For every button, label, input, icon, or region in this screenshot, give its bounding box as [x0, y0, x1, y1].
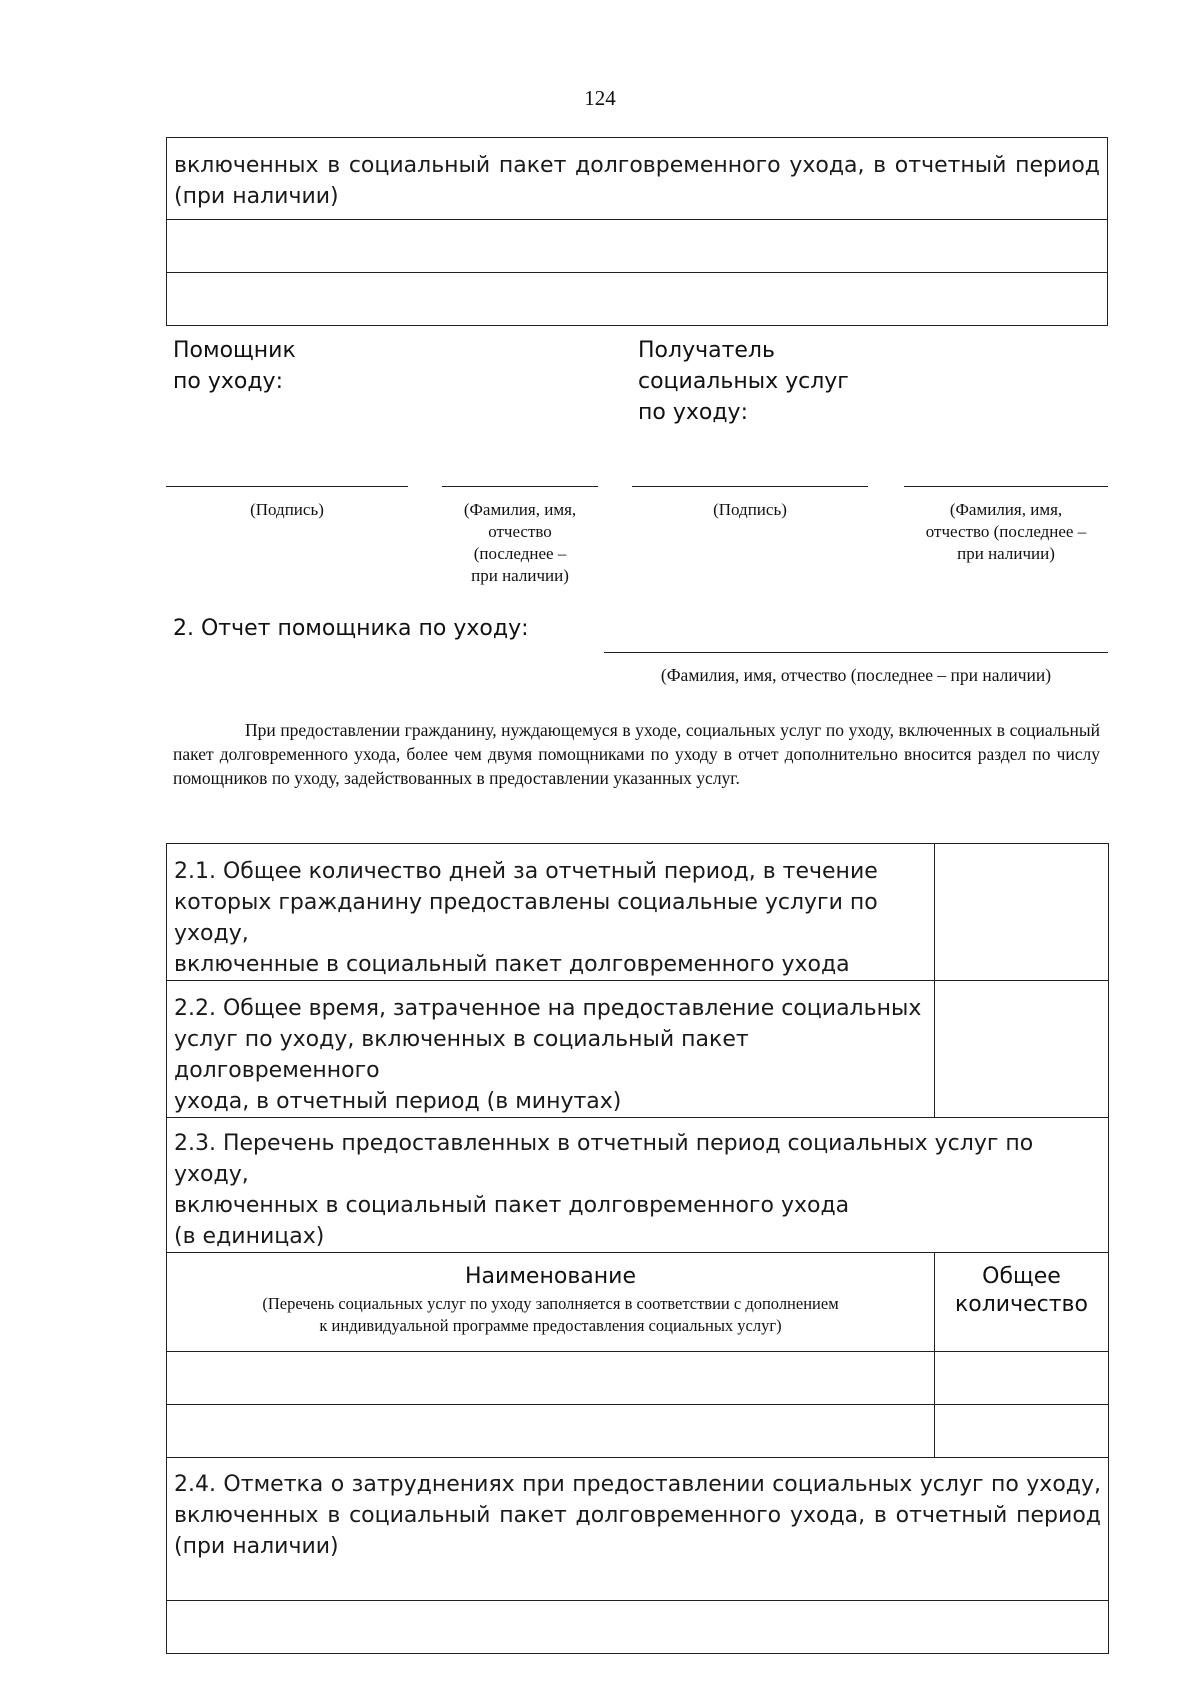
recipient-label-line-1: Получатель	[638, 338, 775, 363]
item-2-1-line-2: которых гражданину предоставлены социальные услуги по уходу,	[174, 890, 878, 946]
item-2-3	[167, 1118, 1109, 1253]
assistant-signature-line[interactable]	[166, 486, 408, 487]
item-2-2-line-2: услуг по уходу, включенных в социальный пакет долговременного	[174, 1027, 749, 1083]
recipient-name-caption-l1: (Фамилия, имя,	[949, 500, 1063, 519]
assistant-name-caption-l2: отчество	[488, 522, 552, 541]
column-header-name	[167, 1253, 935, 1352]
item-2-3-line-3: (в единицах)	[174, 1224, 325, 1249]
assistant-name-caption	[438, 499, 602, 587]
item-2-1-line-3: включенные в социальный пакет долговременного ухода	[174, 952, 850, 977]
section-2-name-caption: (Фамилия, имя, отчество (последнее – при наличии)	[660, 665, 1052, 685]
assistant-label-line-1: Помощник	[173, 338, 296, 363]
item-2-2-value-cell[interactable]	[935, 981, 1109, 1118]
recipient-signature-caption: (Подпись)	[713, 500, 787, 519]
item-2-4-blank-row[interactable]	[167, 1601, 1109, 1654]
top-header-line-2: (при наличии)	[174, 184, 339, 209]
note-text: При предоставлении гражданину, нуждающемуся в уходе, социальных услуг по уходу, включенных в социальный пакет долговременного ухода, более чем двумя помощниками по уходу в отчет дополнительно вносится раздел по числу помощников по уходу, задействованных в предоставлении указанных услуг.	[173, 720, 1100, 788]
column-name-note-l2: к индивидуальной программе предоставления социальных услуг)	[319, 1316, 782, 1335]
column-qty-line-2: количество	[955, 1292, 1088, 1317]
recipient-signature-line[interactable]	[632, 486, 868, 487]
item-2-4-line-2: включенных в социальный пакет долговременного ухода, в отчетный период	[174, 1503, 1101, 1528]
item-2-4-line-1: 2.4. Отметка о затруднениях при предоставлении социальных услуг по уходу,	[174, 1472, 1101, 1497]
top-table-header	[167, 138, 1108, 220]
item-2-1-value-cell[interactable]	[935, 844, 1109, 981]
top-header-line-1: включенных в социальный пакет долговременного ухода, в отчетный период	[174, 153, 1100, 178]
item-2-2-line-3: ухода, в отчетный период (в минутах)	[174, 1089, 622, 1114]
report-table	[166, 843, 1109, 1654]
assistant-name-caption-l4: при наличии)	[471, 566, 569, 585]
item-2-4	[167, 1458, 1109, 1601]
item-2-3-line-2: включенных в социальный пакет долговременного ухода	[174, 1193, 850, 1218]
recipient-name-caption-l2: отчество (последнее –	[925, 522, 1087, 541]
item-2-2	[167, 981, 935, 1118]
recipient-label	[638, 335, 849, 428]
assistant-name-caption-l3: (последнее –	[473, 544, 567, 563]
service-row-2-name[interactable]	[167, 1405, 935, 1458]
assistant-name-caption-l1: (Фамилия, имя,	[463, 500, 577, 519]
assistant-signature-caption: (Подпись)	[250, 500, 324, 519]
recipient-label-line-3: по уходу:	[638, 400, 748, 425]
recipient-label-line-2: социальных услуг	[638, 369, 849, 394]
column-qty-line-1: Общее	[982, 1264, 1061, 1289]
column-name-note-l1: (Перечень социальных услуг по уходу заполняется в соответствии с дополнением	[262, 1294, 839, 1313]
column-name-note	[174, 1293, 927, 1337]
service-row-2-qty[interactable]	[935, 1405, 1109, 1458]
recipient-name-line[interactable]	[904, 486, 1108, 487]
top-table-blank-row-2[interactable]	[167, 273, 1108, 326]
item-2-4-line-3: (при наличии)	[174, 1534, 339, 1559]
section-2-title: 2. Отчет помощника по уходу:	[173, 616, 529, 641]
assistant-name-line[interactable]	[442, 486, 598, 487]
top-table-blank-row-1[interactable]	[167, 220, 1108, 273]
section-2-name-line[interactable]	[604, 652, 1108, 653]
assistant-label	[173, 335, 296, 397]
item-2-3-line-1: 2.3. Перечень предоставленных в отчетный период социальных услуг по уходу,	[174, 1131, 1034, 1187]
recipient-name-caption	[894, 499, 1118, 565]
recipient-name-caption-l3: при наличии)	[957, 544, 1055, 563]
column-name-label: Наименование	[465, 1264, 636, 1289]
service-row-1-qty[interactable]	[935, 1352, 1109, 1405]
assistant-label-line-2: по уходу:	[173, 369, 283, 394]
item-2-2-line-1: 2.2. Общее время, затраченное на предоставление социальных	[174, 996, 922, 1021]
service-row-1-name[interactable]	[167, 1352, 935, 1405]
item-2-1	[167, 844, 935, 981]
column-header-quantity	[935, 1253, 1109, 1352]
item-2-1-line-1: 2.1. Общее количество дней за отчетный период, в течение	[174, 859, 878, 884]
top-table	[166, 137, 1108, 326]
page-number: 124	[584, 86, 616, 110]
note-paragraph	[173, 718, 1100, 790]
